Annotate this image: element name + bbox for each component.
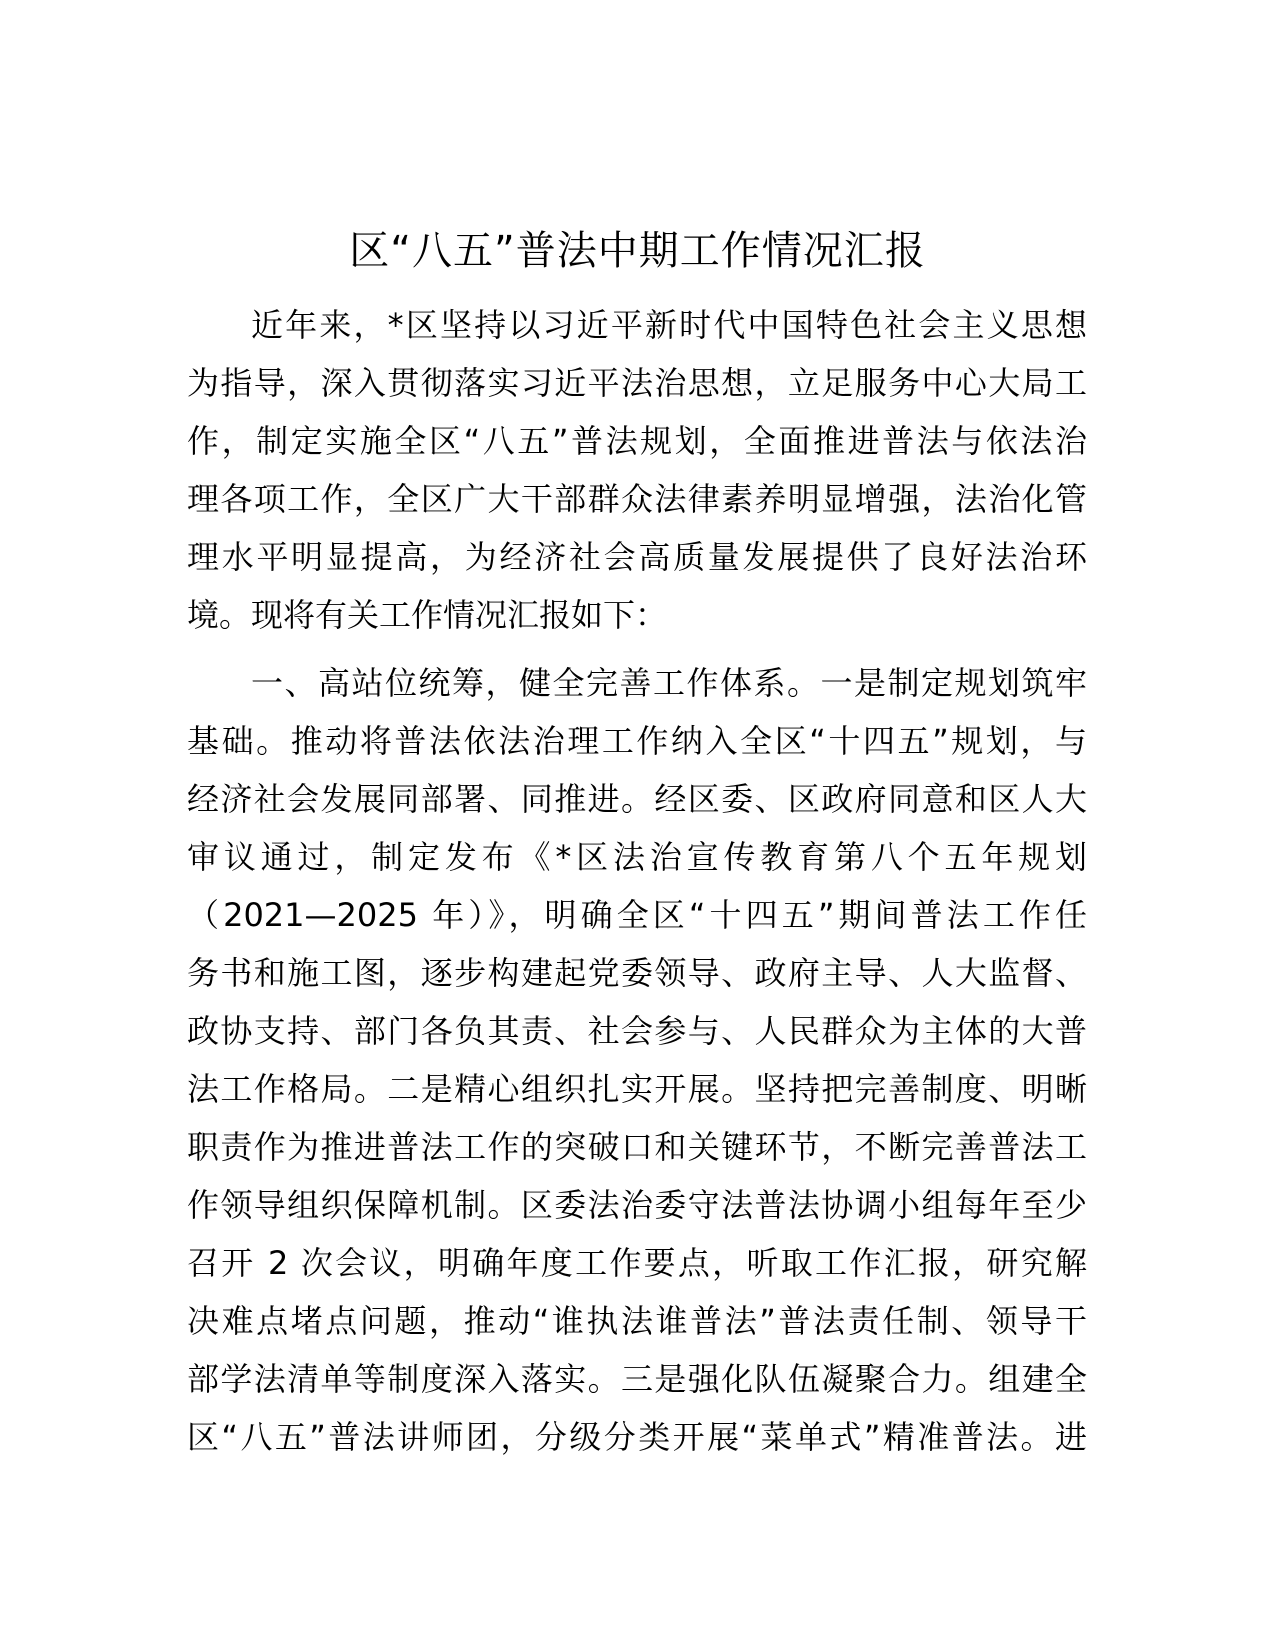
paragraph-line: 境。现将有关工作情况汇报如下： (187, 596, 668, 634)
paragraph-line: 经济社会发展同部署、同推进。经区委、区政府同意和区人大 (187, 780, 1087, 818)
paragraph-line: 作，制定实施全区“八五”普法规划，全面推进普法与依法治 (187, 422, 1087, 460)
paragraph-line: 政协支持、部门各负其责、社会参与、人民群众为主体的大普 (187, 1012, 1087, 1050)
paragraph-line: （2021—2025 年）》，明确全区“十四五”期间普法工作任 (187, 896, 1087, 934)
paragraph-line: 区“八五”普法讲师团，分级分类开展“菜单式”精准普法。进 (187, 1418, 1087, 1456)
paragraph-line: 为指导，深入贯彻落实习近平法治思想，立足服务中心大局工 (187, 364, 1087, 402)
paragraph-gap (187, 644, 1087, 654)
paragraph-line: 理水平明显提高，为经济社会高质量发展提供了良好法治环 (187, 538, 1087, 576)
paragraph-line: 基础。推动将普法依法治理工作纳入全区“十四五”规划，与 (187, 722, 1087, 760)
document-title: 区“八五”普法中期工作情况汇报 (349, 228, 926, 274)
paragraph-line: 审议通过，制定发布《*区法治宣传教育第八个五年规划 (187, 838, 1087, 876)
paragraph-line: 法工作格局。二是精心组织扎实开展。坚持把完善制度、明晰 (187, 1070, 1087, 1108)
paragraph-line: 一、高站位统筹，健全完善工作体系。一是制定规划筑牢 (251, 664, 1087, 702)
document-body (187, 296, 1087, 1466)
paragraph-2 (187, 654, 1087, 1466)
paragraph-line: 召开 2 次会议，明确年度工作要点，听取工作汇报，研究解 (187, 1244, 1087, 1282)
paragraph-line: 部学法清单等制度深入落实。三是强化队伍凝聚合力。组建全 (187, 1360, 1087, 1398)
paragraph-line: 务书和施工图，逐步构建起党委领导、政府主导、人大监督、 (187, 954, 1087, 992)
paragraph-1 (187, 296, 1087, 644)
paragraph-line: 作领导组织保障机制。区委法治委守法普法协调小组每年至少 (187, 1186, 1087, 1224)
paragraph-line: 决难点堵点问题，推动“谁执法谁普法”普法责任制、领导干 (187, 1302, 1087, 1340)
paragraph-line: 理各项工作，全区广大干部群众法律素养明显增强，法治化管 (187, 480, 1087, 518)
paragraph-line: 近年来，*区坚持以习近平新时代中国特色社会主义思想 (251, 306, 1087, 344)
paragraph-line: 职责作为推进普法工作的突破口和关键环节，不断完善普法工 (187, 1128, 1087, 1166)
